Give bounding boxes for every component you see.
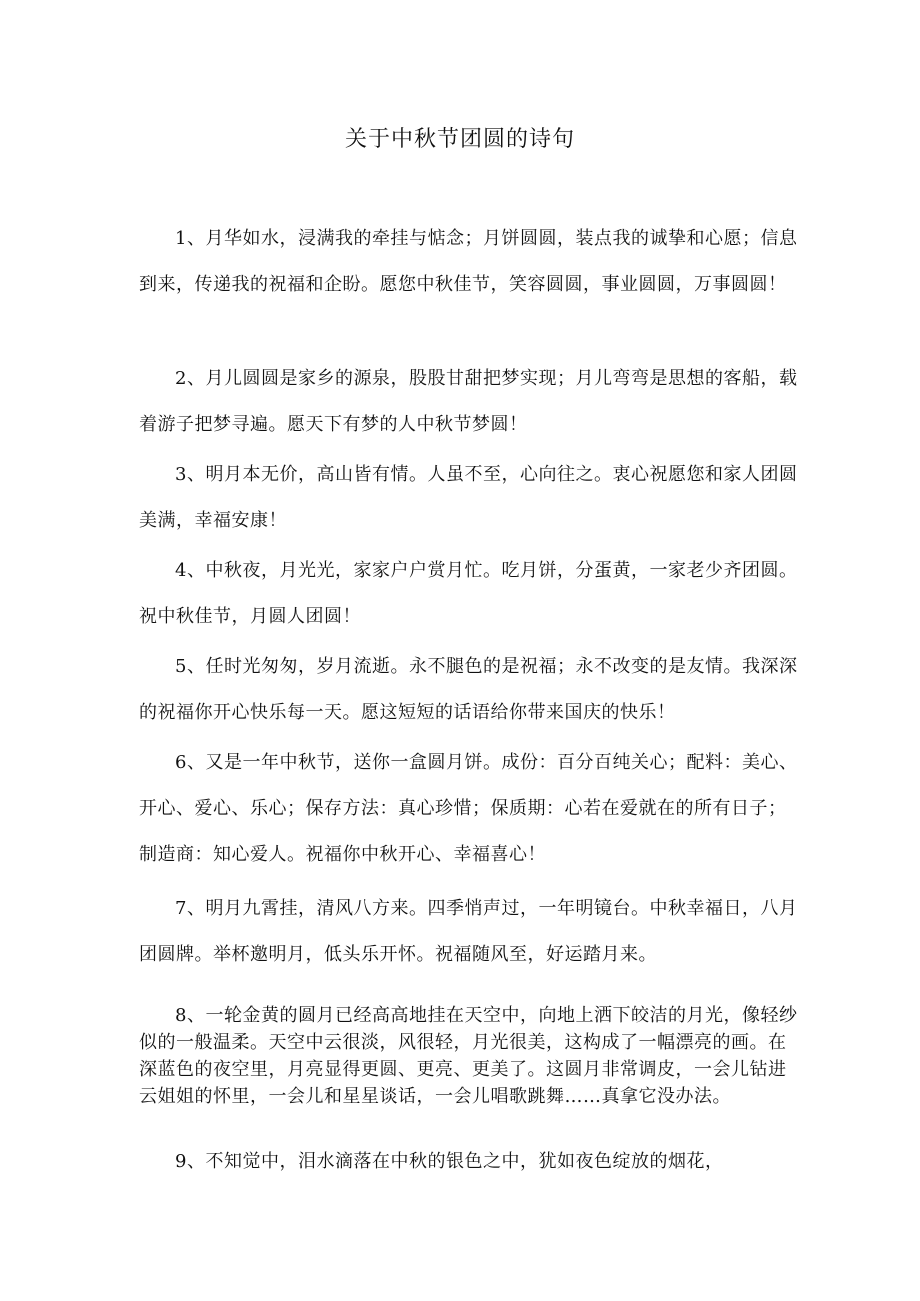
paragraph-8 bbox=[139, 1002, 799, 1110]
paragraph-text: 6、又是一年中秋节，送你一盒圆月饼。成份：百分百纯关心；配料：美心、开心、爱心、乐心；保存方法：真心珍惜；保质期：心若在爱就在的所有日子；制造商：知心爱人。祝福你中秋开心、幸福喜心！ bbox=[139, 752, 798, 865]
paragraph-6 bbox=[139, 740, 799, 878]
paragraph-text: 8、一轮金黄的圆月已经高高地挂在天空中，向地上洒下皎洁的月光，像轻纱似的一般温柔。天空中云很淡，风很轻，月光很美，这构成了一幅漂亮的画。在深蓝色的夜空里，月亮显得更圆、更亮、更美了。这圆月非常调皮，一会儿钻进云姐姐的怀里，一会儿和星星谈话，一会儿唱歌跳舞……真拿它没办法。 bbox=[139, 1005, 798, 1107]
paragraph-text: 7、明月九霄挂，清风八方来。四季悄声过，一年明镜台。中秋幸福日，八月团圆牌。举杯邀明月，低头乐开怀。祝福随风至，好运踏月来。 bbox=[139, 898, 798, 965]
paragraph-1 bbox=[139, 216, 799, 308]
paragraph-text: 1、月华如水，浸满我的牵挂与惦念；月饼圆圆，装点我的诚挚和心愿；信息到来，传递我的祝福和企盼。愿您中秋佳节，笑容圆圆，事业圆圆，万事圆圆！ bbox=[139, 228, 798, 295]
paragraph-text: 9、不知觉中，泪水滴落在中秋的银色之中，犹如夜色绽放的烟花， bbox=[175, 1151, 724, 1172]
document-title: 关于中秋节团圆的诗句 bbox=[344, 127, 575, 152]
paragraph-text: 3、明月本无价，高山皆有情。人虽不至，心向往之。衷心祝愿您和家人团圆美满，幸福安康！ bbox=[139, 464, 798, 531]
paragraph-7 bbox=[139, 886, 799, 978]
paragraph-text: 5、任时光匆匆，岁月流逝。永不腿色的是祝福；永不改变的是友情。我深深的祝福你开心快乐每一天。愿这短短的话语给你带来国庆的快乐！ bbox=[139, 656, 798, 723]
paragraph-2 bbox=[139, 356, 799, 448]
paragraph-9 bbox=[139, 1148, 799, 1175]
paragraph-5 bbox=[139, 644, 799, 736]
paragraph-text: 4、中秋夜，月光光，家家户户赏月忙。吃月饼，分蛋黄，一家老少齐团圆。祝中秋佳节，月圆人团圆！ bbox=[139, 560, 798, 627]
paragraph-4 bbox=[139, 548, 799, 640]
paragraph-3 bbox=[139, 452, 799, 544]
paragraph-text: 2、月儿圆圆是家乡的源泉，股股甘甜把梦实现；月儿弯弯是思想的客船，载着游子把梦寻遍。愿天下有梦的人中秋节梦圆！ bbox=[139, 368, 798, 435]
